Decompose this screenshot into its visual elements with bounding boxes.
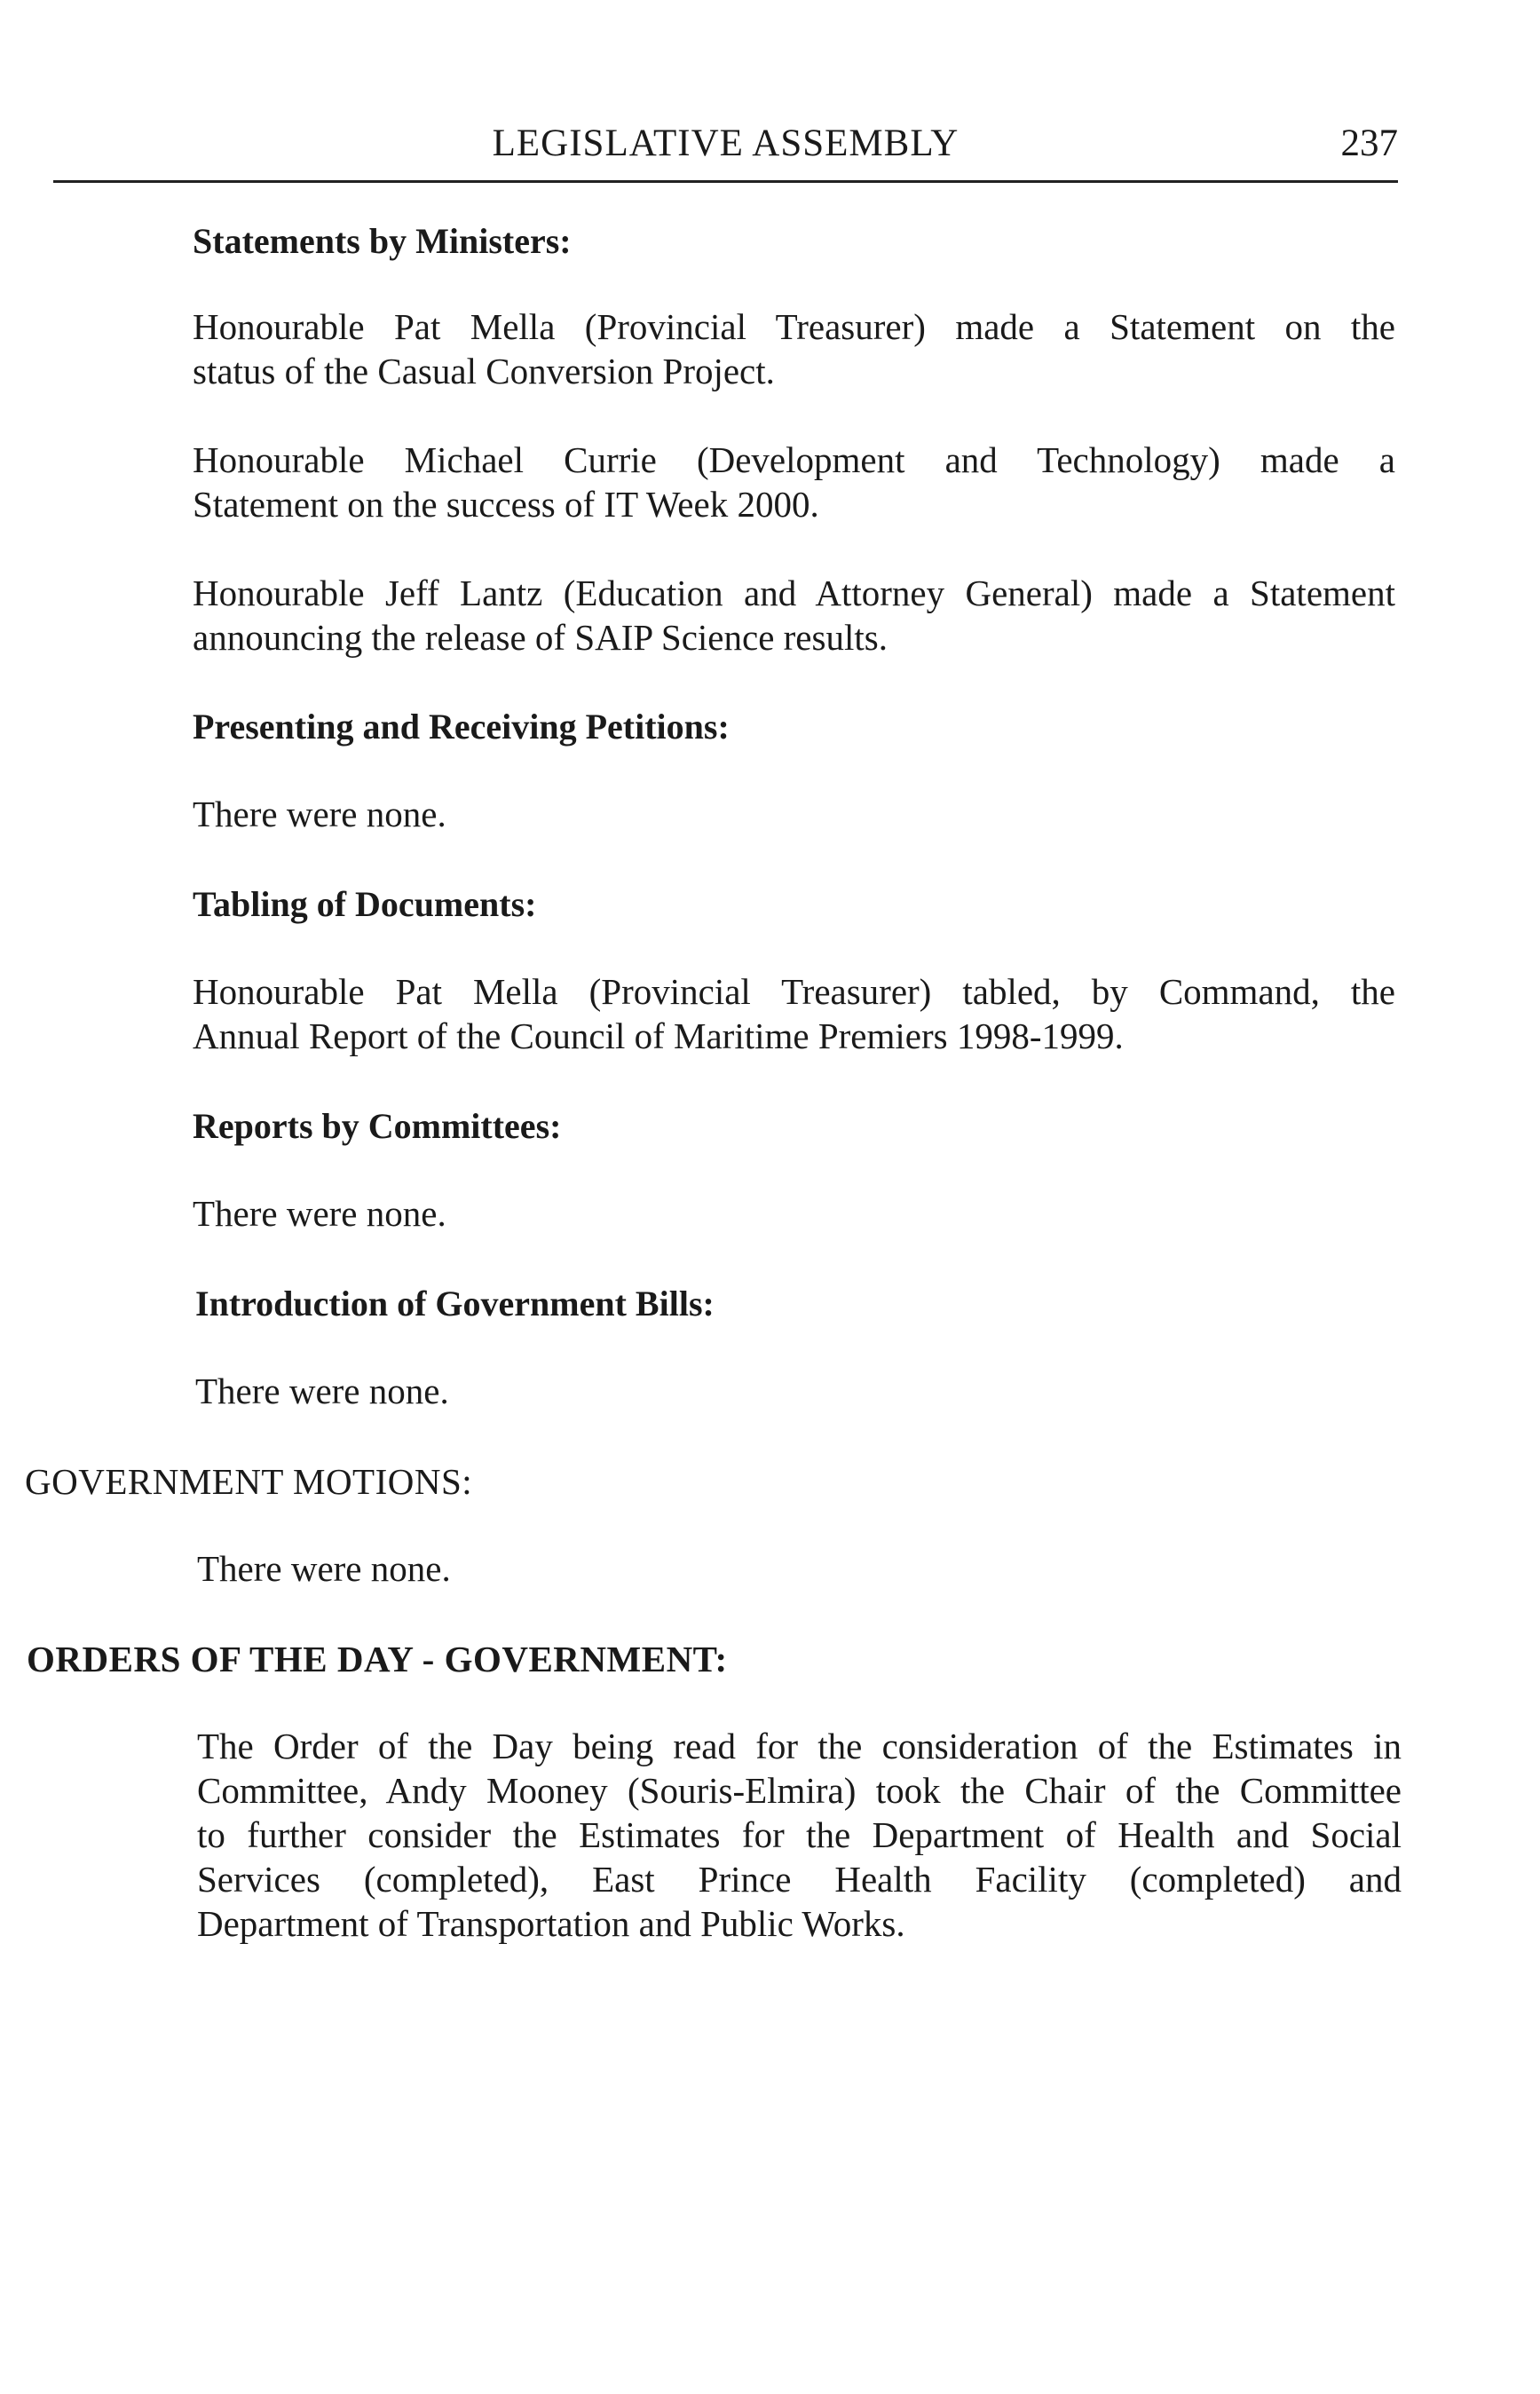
heading-tabling-of-documents: Tabling of Documents: — [193, 884, 537, 924]
paragraph-line: Statement on the success of IT Week 2000. — [193, 484, 819, 525]
paragraph-line: Honourable Pat Mella (Provincial Treasurer) made a Statement on the — [193, 306, 1395, 347]
paragraph-line: The Order of the Day being read for the consideration of the Estimates in — [197, 1726, 1402, 1766]
motions-text: There were none. — [197, 1548, 451, 1589]
paragraph-orders-of-the-day — [197, 1724, 1402, 1946]
paragraph-mella-statement — [193, 304, 1395, 393]
running-header — [53, 118, 1398, 183]
paragraph-line: to further consider the Estimates for the Department of Health and Social — [197, 1814, 1402, 1855]
committees-text: There were none. — [193, 1193, 446, 1234]
header-title: LEGISLATIVE ASSEMBLY — [492, 122, 960, 164]
petitions-text: There were none. — [193, 794, 446, 834]
paragraph-line: Services (completed), East Prince Health Facility (completed) and — [197, 1859, 1402, 1900]
heading-orders-of-the-day: ORDERS OF THE DAY - GOVERNMENT: — [27, 1639, 728, 1679]
paragraph-tabled-document — [193, 969, 1395, 1058]
paragraph-line: Committee, Andy Mooney (Souris-Elmira) took the Chair of the Committee — [197, 1770, 1402, 1811]
paragraph-currie-statement — [193, 438, 1395, 526]
heading-government-motions: GOVERNMENT MOTIONS: — [25, 1461, 473, 1502]
paragraph-line: Department of Transportation and Public Works. — [197, 1903, 905, 1944]
paragraph-line: Honourable Pat Mella (Provincial Treasurer) tabled, by Command, the — [193, 971, 1395, 1012]
heading-petitions: Presenting and Receiving Petitions: — [193, 707, 730, 747]
paragraph-line: status of the Casual Conversion Project. — [193, 351, 775, 391]
paragraph-lantz-statement — [193, 571, 1395, 660]
paragraph-line: announcing the release of SAIP Science results. — [193, 617, 888, 658]
page-number: 237 — [1340, 122, 1398, 164]
heading-statements-by-ministers: Statements by Ministers: — [193, 221, 572, 261]
heading-government-bills: Introduction of Government Bills: — [195, 1284, 715, 1323]
paragraph-line: Annual Report of the Council of Maritime Premiers 1998-1999. — [193, 1015, 1124, 1056]
bills-text: There were none. — [195, 1371, 449, 1411]
paragraph-line: Honourable Jeff Lantz (Education and Attorney General) made a Statement — [193, 573, 1395, 613]
heading-reports-by-committees: Reports by Committees: — [193, 1106, 562, 1146]
paragraph-line: Honourable Michael Currie (Development and Technology) made a — [193, 439, 1395, 480]
